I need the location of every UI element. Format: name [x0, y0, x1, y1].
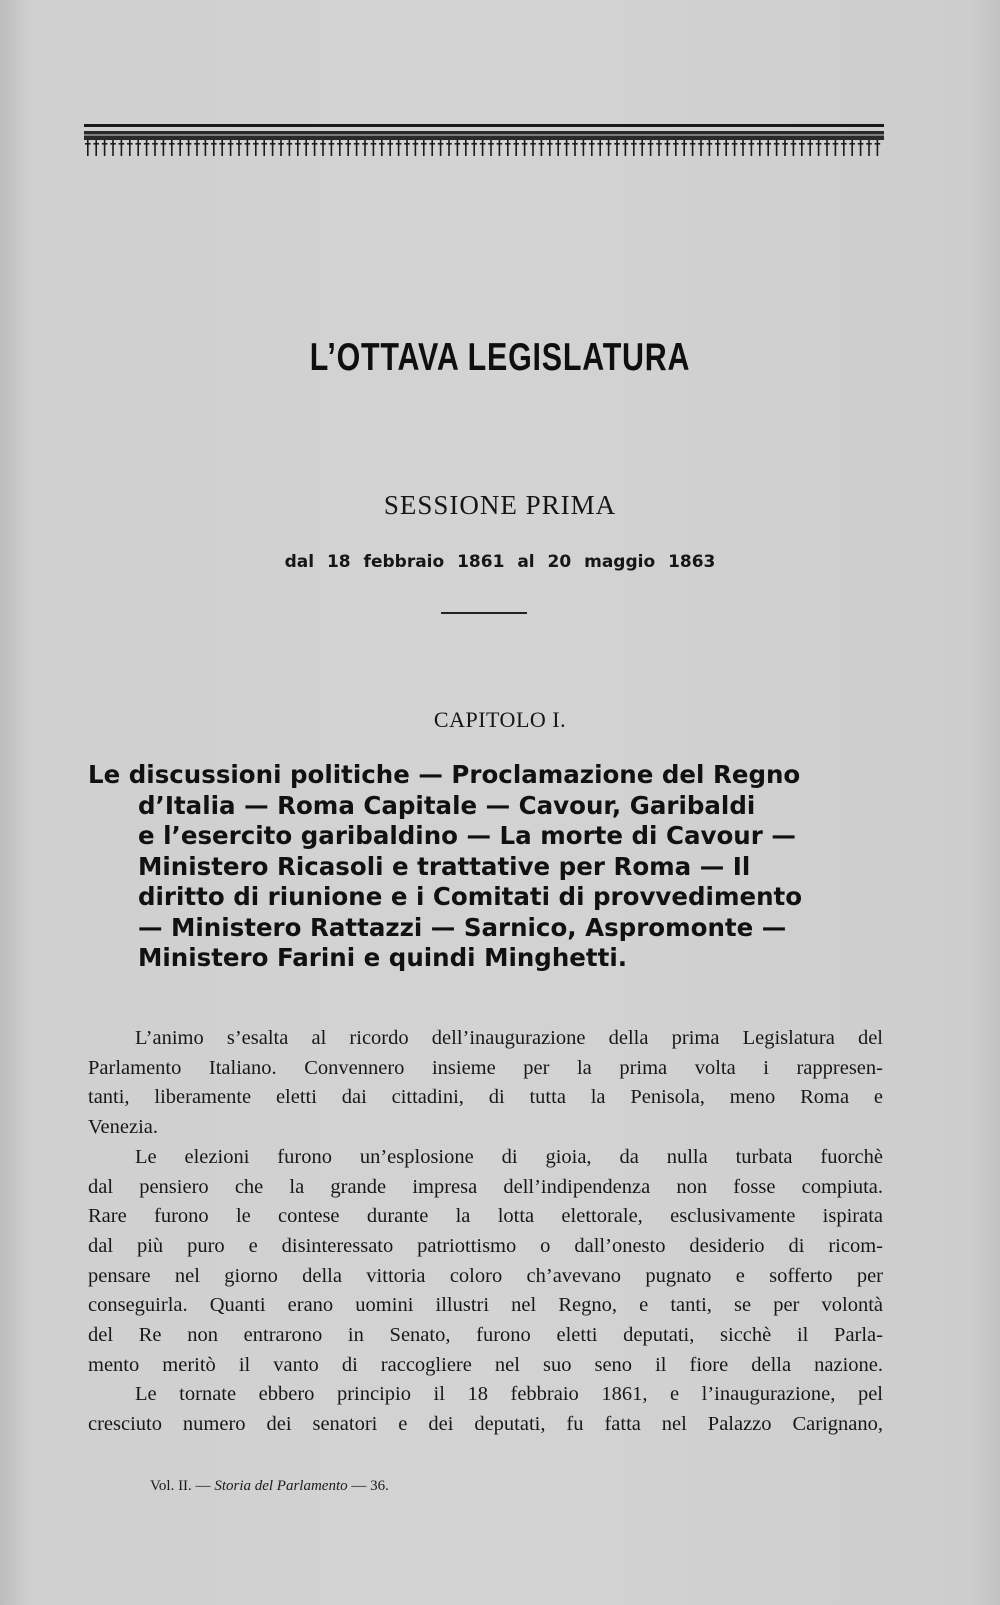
body-line: L’animo s’esalta al ricordo dell’inaugurazione della prima Legislatura del — [135, 1027, 883, 1049]
summary-line: — Ministero Rattazzi — Sarnico, Aspromonte — — [138, 912, 787, 942]
body-line: tanti, liberamente eletti dai cittadini, di tutta la Penisola, meno Roma e — [88, 1086, 883, 1109]
chapter-heading: CAPITOLO I. — [433, 707, 567, 732]
footer-volume: Vol. II. — — [150, 1478, 211, 1494]
body-line: cresciuto numero dei senatori e dei deputati, fu fatta nel Palazzo Carignano, — [88, 1413, 883, 1436]
summary-line: diritto di riunione e i Comitati di provvedimento — [138, 882, 803, 911]
divider-rule — [441, 612, 527, 614]
body-line: dal pensiero che la grande impresa dell’indipendenza non fosse compiuta. — [88, 1175, 883, 1198]
page-title: L’OTTAVA LEGISLATURA — [309, 336, 691, 379]
summary-line: Ministero Farini e quindi Minghetti. — [138, 943, 628, 972]
footer-book-title: Storia del Parlamento — [214, 1478, 348, 1494]
footer-page-number: — 36. — [351, 1478, 389, 1494]
body-line: conseguirla. Quanti erano uomini illustri nel Regno, e tanti, se per volontà — [88, 1294, 883, 1317]
body-line: Le elezioni furono un’esplosione di gioia, da nulla turbata fuorchè — [135, 1145, 883, 1168]
body-text — [88, 1024, 883, 1440]
body-line: dal più puro e disinteressato patriottismo o dall’onesto desiderio di ricom- — [88, 1234, 883, 1257]
chapter-summary — [88, 760, 878, 974]
body-line: mento meritò il vanto di raccogliere nel suo seno il fiore della nazione. — [88, 1353, 883, 1376]
summary-line: d’Italia — Roma Capitale — Cavour, Garibaldi — [138, 790, 756, 820]
summary-line: Le discussioni politiche — Proclamazione del Regno — [88, 760, 801, 789]
summary-line: Ministero Ricasoli e trattative per Roma — Il — [138, 851, 751, 881]
session-dates: dal 18 febbraio 1861 al 20 maggio 1863 — [284, 552, 716, 572]
body-line: del Re non entrarono in Senato, furono eletti deputati, sicchè il Parla- — [88, 1324, 883, 1347]
body-line: Venezia. — [88, 1116, 158, 1139]
body-line: pensare nel giorno della vittoria coloro ch’avevano pugnato e sofferto per — [88, 1264, 883, 1287]
body-line: Le tornate ebbero principio il 18 febbraio 1861, e l’inaugurazione, pel — [135, 1383, 883, 1406]
body-line: Rare furono le contese durante la lotta elettorale, esclusivamente ispirata — [88, 1205, 883, 1228]
page-footer — [150, 1478, 389, 1495]
decorative-header-ornament — [84, 122, 884, 160]
body-line: Parlamento Italiano. Convennero insieme per la prima volta i rappresen- — [88, 1056, 883, 1079]
summary-line: e l’esercito garibaldino — La morte di Cavour — — [138, 821, 796, 850]
session-heading: SESSIONE PRIMA — [383, 490, 617, 520]
